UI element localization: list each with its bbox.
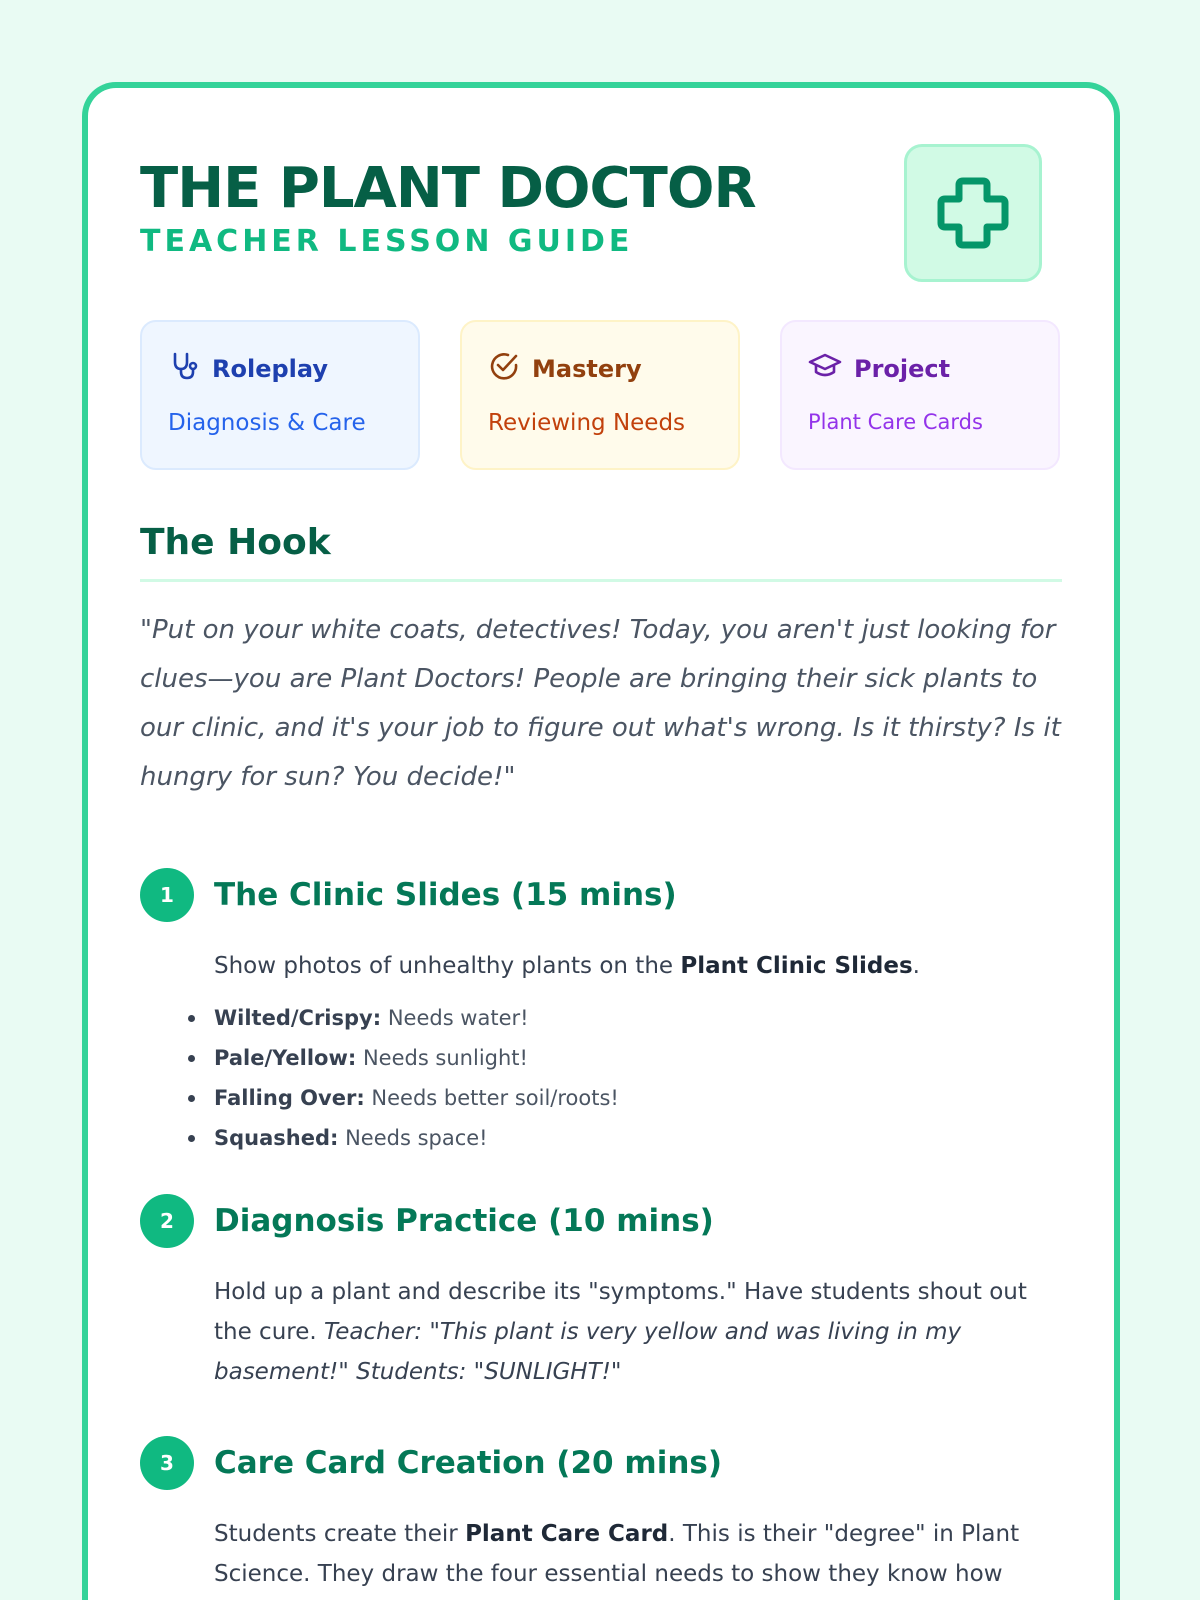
tile-label: Project [854,355,951,383]
tile-label: Roleplay [212,355,328,383]
step-number: 3 [140,1436,194,1490]
step-title: Diagnosis Practice (10 mins) [214,1203,714,1239]
header [140,158,756,259]
tile-mastery [460,320,740,470]
tile-sub: Plant Care Cards [808,410,983,434]
page-subtitle: TEACHER LESSON GUIDE [140,224,634,259]
step-number: 1 [140,868,194,922]
tile-project [780,320,1060,470]
list-item: Squashed: Needs space! [140,1118,1062,1158]
list-item: Wilted/Crispy: Needs water! [140,998,1062,1038]
symptom-list [140,998,1062,1158]
list-item: Falling Over: Needs better soil/roots! [140,1078,1062,1118]
hook-section [140,522,1062,802]
step-2 [140,1194,1062,1392]
step-body: Students create their Plant Care Card. This is their "degree" in Plant Science. They draw the four essential needs to show they know how [214,1521,1020,1587]
step-body: Hold up a plant and describe its "symptoms." Have students shout out the cure. Teacher: "This plant is very yellow and was living in my basement!" Students: "SUNLIGHT!" [214,1279,1027,1385]
tile-roleplay [140,320,420,470]
page-title: THE PLANT DOCTOR [140,156,756,221]
stethoscope-icon [168,350,200,388]
step-title: The Clinic Slides (15 mins) [214,877,677,913]
tile-sub: Reviewing Needs [488,410,686,436]
step-title: Care Card Creation (20 mins) [214,1445,723,1481]
list-item: Pale/Yellow: Needs sunlight! [140,1038,1062,1078]
step-3 [140,1436,1062,1594]
step-number: 2 [140,1194,194,1248]
medical-cross-icon [904,144,1042,282]
step-body: Show photos of unhealthy plants on the Plant Clinic Slides. [214,953,920,979]
lesson-card [82,82,1120,1600]
tile-sub: Diagnosis & Care [168,410,366,436]
graduation-cap-icon [808,350,842,388]
hook-title: The Hook [140,522,1062,582]
step-1 [140,868,1062,1158]
hook-quote: "Put on your white coats, detectives! Today, you aren't just looking for clues—you are Plant Doctors! People are bringing their sick plants to our clinic, and it's your job to figure out what's wrong. Is it thirsty? Is it hungry for sun? You decide!" [140,615,1061,792]
check-circle-icon [488,350,520,388]
tile-label: Mastery [532,355,642,383]
